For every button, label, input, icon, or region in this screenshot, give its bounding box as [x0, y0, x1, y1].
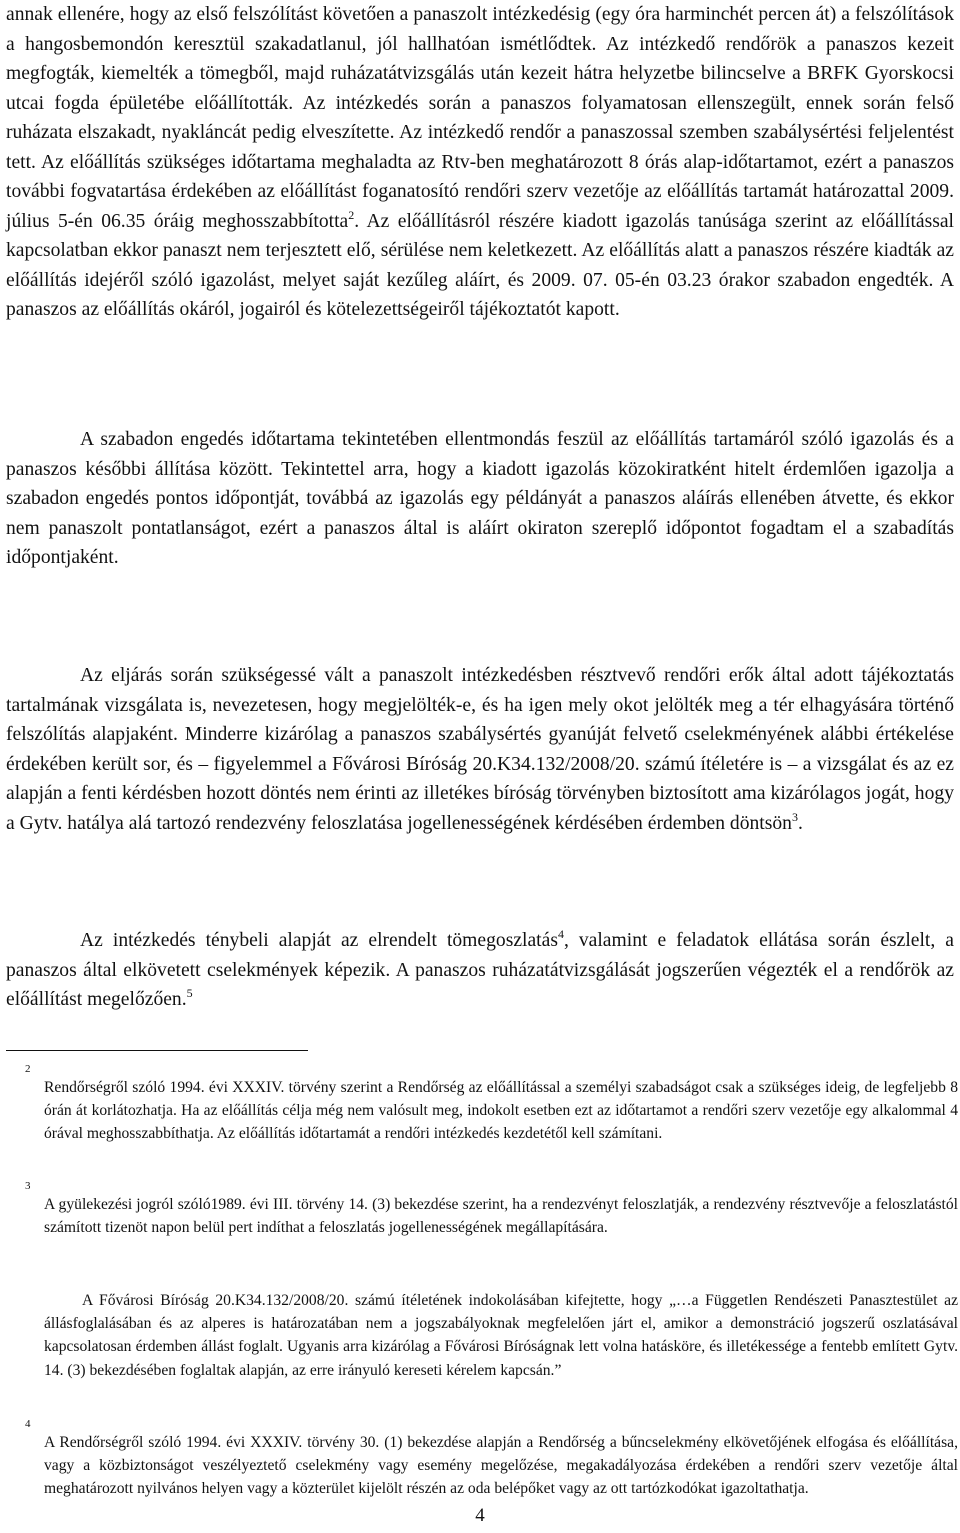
paragraph-1-end: . Az előállításról részére kiadott igazolás tanúsága szerint az előállítással kapcsolatban ekkor panaszt nem terjesztett elő, sérülése nem keletkezett. Az előállítás alatt a panaszos részére kiadták az előállítás idejéről szóló igazolást, melyet saját kezűleg aláírt, és 2009. 07. 05-én 03.23 órakor szabadon engedték. A panaszos az előállítás okáról, jogairól és kötelezettségeiről tájékoztatót kapott.	[6, 210, 954, 320]
footnote-ref-2: 2	[348, 207, 355, 222]
footnote-2-text: 2 Rendőrségről szóló 1994. évi XXXIV. törvény szerint a Rendőrség az előállítással a személyi szabadságot csak a szükséges ideig, de legfeljebb 8 órán át korlátozhatja. Ha az előállítás célja még nem valósult meg, indokolt esetben ezt az időtartamot a rendőri szerv vezetője egy alkalommal 4 órával meghosszabbíthatja. Az előállítás időtartamát a rendőri intézkedés kezdetétől kell számítani.	[25, 1063, 958, 1143]
footnote-4	[25, 1418, 958, 1501]
main-text-2	[6, 425, 954, 573]
paragraph-4-b: , valamint e feladatok ellátása során észlelt, a panaszos által elkövetett cselekmények képezik. A panaszos ruházatátvizsgálását jogszerűen végezték el a rendőrök az előállítást megelőzően.	[6, 930, 954, 1010]
footnote-2-body: Rendőrségről szóló 1994. évi XXXIV. törvény szerint a Rendőrség az előállítással a személyi szabadságot csak a szükséges ideig, de legfeljebb 8 órán át korlátozhatja. Ha az előállítás célja még nem valósult meg, indokolt esetben ezt az időtartamot a rendőri szerv vezetője egy alkalommal 4 órával meghosszabbíthatja. Az előállítás időtartamát a rendőri intézkedés kezdetétől kell számítani.	[44, 1079, 958, 1143]
paragraph-3	[6, 661, 954, 838]
paragraph-1	[6, 0, 954, 325]
footnote-ref-3: 3	[791, 809, 798, 824]
footnote-3-text: 3 A gyülekezési jogról szóló1989. évi III. törvény 14. (3) bekezdése szerint, ha a rendezvényt feloszlatják, a rendezvény résztvevője a feloszlatástól számított tizenöt napon belül pert indíthat a feloszlatás jogellenességének megállapítására.	[25, 1180, 958, 1237]
page-number: 4	[475, 1505, 485, 1526]
paragraph-3-end: .	[797, 812, 803, 834]
paragraph-3-text: Az eljárás során szükségessé vált a panaszolt intézkedésben résztvevő rendőri erők által adott tájékoztatás tartalmának vizsgálata is, nevezetesen, hogy megjelölték-e, és ha igen mely okot jelölték meg a tér elhagyására történő felszólítás alapjaként. Minderre kizárólag a panaszos szabálysértés gyanúját felvető cselekményének alábbi értékelése érdekében került sor, és – figyelemmel a Fővárosi Bíróság 20.K34.132/2008/20. számú ítéletére is – a vizsgálat és az ez alapján a fenti kérdésben hozott döntés nem érinti az illetékes bíróság törvényben biztosított ama kizárólagos jogát, hogy a Gytv. hatálya alá tartozó rendezvény feloszlatása jogellenességének kérdésében érdemben döntsön	[6, 665, 954, 834]
paragraph-2: A szabadon engedés időtartama tekintetében ellentmondás feszül az előállítás tartamáról szóló igazolás és a panaszos későbbi állítása között. Tekintettel arra, hogy a kiadott igazolás közokiratként hitelt érdemlően igazolja a szabadon engedés pontos időpontját, továbbá az igazolás egy példányát a panaszos aláírás ellenében átvette, és ekkor nem panaszolt pontatlanságot, ezért a panaszos által is aláírt okiraton szereplő időpontot fogadtam el a szabadítás időpontjaként.	[6, 429, 954, 568]
footnote-separator	[6, 1050, 308, 1051]
paragraph-4-a: Az intézkedés ténybeli alapját az elrendelt tömegoszlatás	[80, 930, 558, 951]
footnote-4-text: 4 A Rendőrségről szóló 1994. évi XXXIV. törvény 30. (1) bekezdése alapján a Rendőrség a bűncselekmény elkövetőjének elfogása és előállítása, vagy a közbiztonságot veszélyeztető cselekmény vagy esemény megelőzése, megakadályozása érdekében a rendőri szerv vezetője által meghatározott nyilvános helyen vagy a közterület kijelölt részén az oda belépőket vagy az ott tartózkodókat igazoltathatja.	[25, 1418, 958, 1498]
main-text-4	[6, 926, 954, 1015]
paragraph-1-cont: Az intézkedő rendőrök a panaszos kezeit megfogták, kiemelték a tömegből, majd ruházatátvizsgálás után kezeit hátra helyzetbe bilincselve a BRFK Gyorskocsi utcai fogda épületébe előállították. Az intézkedés során a panaszos folyamatosan ellenszegült, ennek során felső ruházata elszakadt, nyakláncát pedig elveszítette. Az intézkedő rendőr a panaszossal szemben szabálysértési feljelentést tett. Az előállítás szükséges időtartama meghaladta az Rtv-ben meghatározott 8 órás alap-időtartamot, ezért a panaszos további fogvatartása érdekében az előállítást foganatosító rendőri szerv vezetője az előállítás tartamát határozattal 2009. július 5-én 06.35 óráig meghosszabbította	[6, 33, 954, 232]
footnote-3-quote-text: A Fővárosi Bíróság 20.K34.132/2008/20. számú ítéletének indokolásában kifejtette, hogy „…a Független Rendészeti Panasztestület az állásfoglalásában és az alperes is határozatában nem a jogszabályoknak megfelelően járt el, amikor a demonstráció jogszerű oszlatásával kapcsolatosan érdemben állást foglalt. Ugyanis arra kizárólag a Fővárosi Bíróságnak lett volna hatásköre, és illetékessége a fentebb említett Gytv. 14. (3) bekezdésében foglaltak alapján, az erre irányuló kereseti kérelem kapcsán.”	[44, 1292, 958, 1379]
footnote-4-body: A Rendőrségről szóló 1994. évi XXXIV. törvény 30. (1) bekezdése alapján a Rendőrség a bűncselekmény elkövetőjének elfogása és előállítása, vagy a közbiztonságot veszélyeztető cselekmény vagy esemény megelőzése, megakadályozása érdekében a rendőri szerv vezetője által meghatározott nyilvános helyen vagy a közterület kijelölt részén az oda belépőket vagy az ott tartózkodókat igazoltathatja.	[44, 1434, 958, 1498]
paragraph-1-start: annak ellenére, hogy az első felszólítást követően a panaszolt intézkedésig (egy óra harminchét percen át) a felszólítások a hangosbemondón keresztül szakadatlanul, jól hallhatóan ismétlődtek.	[6, 4, 954, 55]
footnote-3-quote	[44, 1289, 958, 1382]
footnote-2	[25, 1063, 958, 1146]
paragraph-4	[6, 926, 954, 1015]
footnote-3	[25, 1180, 958, 1239]
footnote-ref-4: 4	[557, 927, 564, 941]
footnote-3-body: A gyülekezési jogról szóló1989. évi III. törvény 14. (3) bekezdése szerint, ha a rendezvényt feloszlatják, a rendezvény résztvevője a feloszlatástól számított tizenöt napon belül pert indíthat a feloszlatás jogellenességének megállapítására.	[44, 1196, 958, 1237]
footnote-ref-5: 5	[186, 986, 193, 1000]
main-text	[6, 0, 954, 325]
main-text-3	[6, 661, 954, 838]
